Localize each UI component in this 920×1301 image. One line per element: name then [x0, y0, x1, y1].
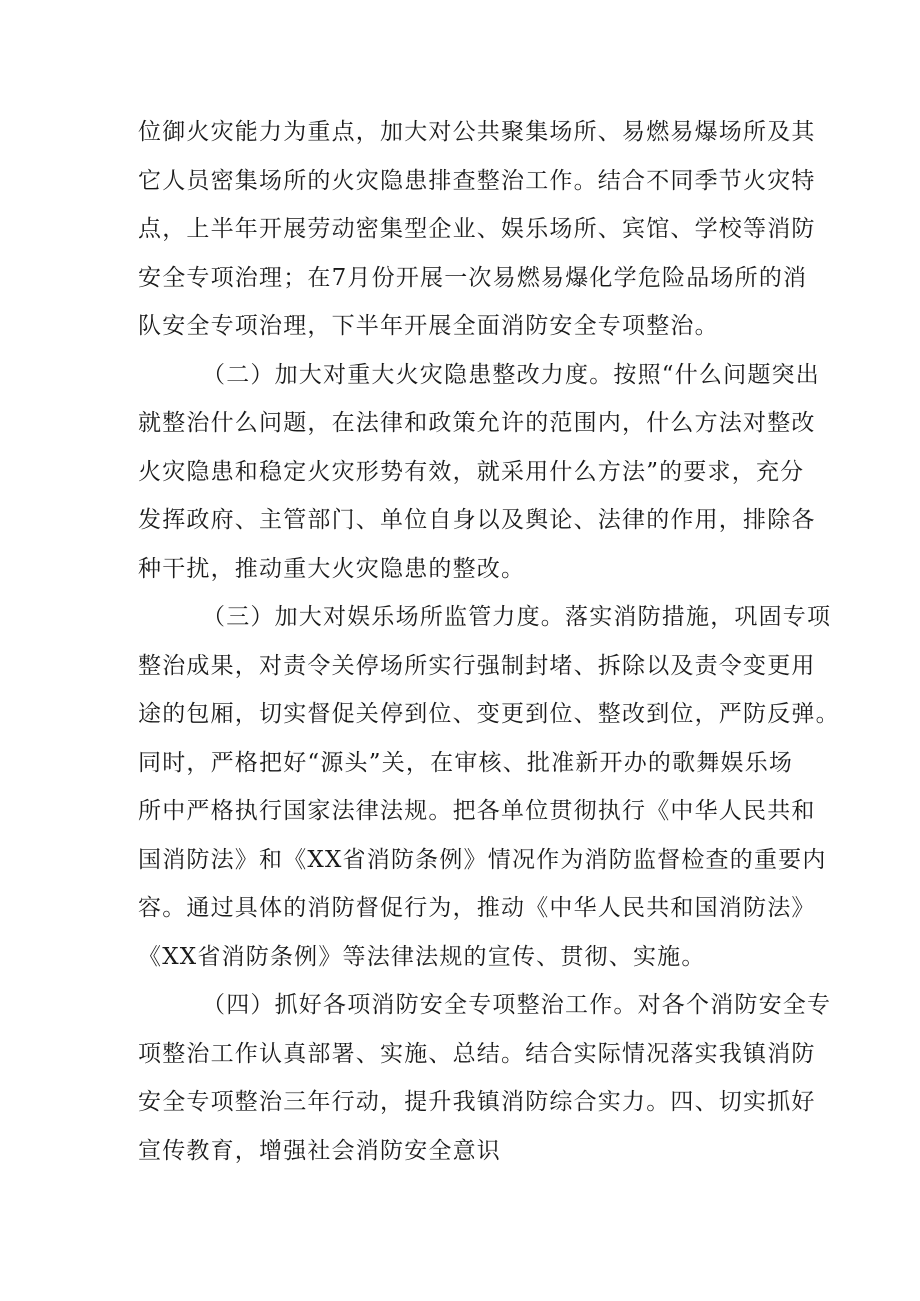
text-line: 火灾隐患和稳定火灾形势有效，就采用什么方法”的要求，充分 — [138, 458, 805, 485]
text-line: 国消防法》和《XX省消防条例》情况作为消防监督检查的重要内 — [138, 846, 827, 873]
text-line: 同时，严格把好“源头”关，在审核、批准新开办的歌舞娱乐场 — [138, 749, 794, 776]
text-line: 安全专项整治三年行动，提升我镇消防综合实力。四、切实抓好 — [138, 1089, 816, 1115]
text-line: 发挥政府、主管部门、单位自身以及舆论、法律的作用，排除各 — [138, 507, 816, 533]
text-line: 位御火灾能力为重点，加大对公共聚集场所、易燃易爆场所及其 — [138, 119, 816, 145]
text-line: 种干扰，推动重大火灾隐患的整改。 — [138, 555, 526, 582]
text-line: 所中严格执行国家法律法规。把各单位贯彻执行《中华人民共和 — [138, 798, 816, 824]
text-line: 它人员密集场所的火灾隐患排查整治工作。结合不同季节火灾特 — [138, 167, 816, 194]
text-line: 途的包厢，切实督促关停到位、变更到位、整改到位，严防反弹。 — [138, 701, 840, 727]
paragraph-heading-4: （四）抓好各项消防安全专项整治工作。对各个消防安全专 — [202, 992, 832, 1018]
paragraph-heading-3: （三）加大对娱乐场所监管力度。落实消防措施，巩固专项 — [202, 604, 832, 630]
text-line: 《XX省消防条例》等法律法规的宣传、贯彻、实施。 — [138, 943, 706, 970]
text-line: 点，上半年开展劳动密集型企业、娱乐场所、宾馆、学校等消防 — [138, 216, 816, 242]
text-line: 整治成果，对责令关停场所实行强制封堵、拆除以及责令变更用 — [138, 652, 816, 679]
document-page — [138, 108, 840, 1175]
text-line: 宣传教育，增强社会消防安全意识 — [138, 1137, 501, 1164]
paragraph-heading-2: （二）加大对重大火灾隐患整改力度。按照“什么问题突出 — [202, 361, 820, 388]
text-line: 容。通过具体的消防督促行为，推动《中华人民共和国消防法》 — [138, 895, 816, 921]
text-line: 项整治工作认真部署、实施、总结。结合实际情况落实我镇消防 — [138, 1040, 816, 1067]
text-line: 队安全专项治理，下半年开展全面消防安全专项整治。 — [138, 313, 719, 339]
text-line: 安全专项治理；在7月份开展一次易燃易爆化学危险品场所的消 — [138, 264, 808, 291]
text-line: 就整治什么问题，在法律和政策允许的范围内，什么方法对整改 — [138, 410, 816, 436]
